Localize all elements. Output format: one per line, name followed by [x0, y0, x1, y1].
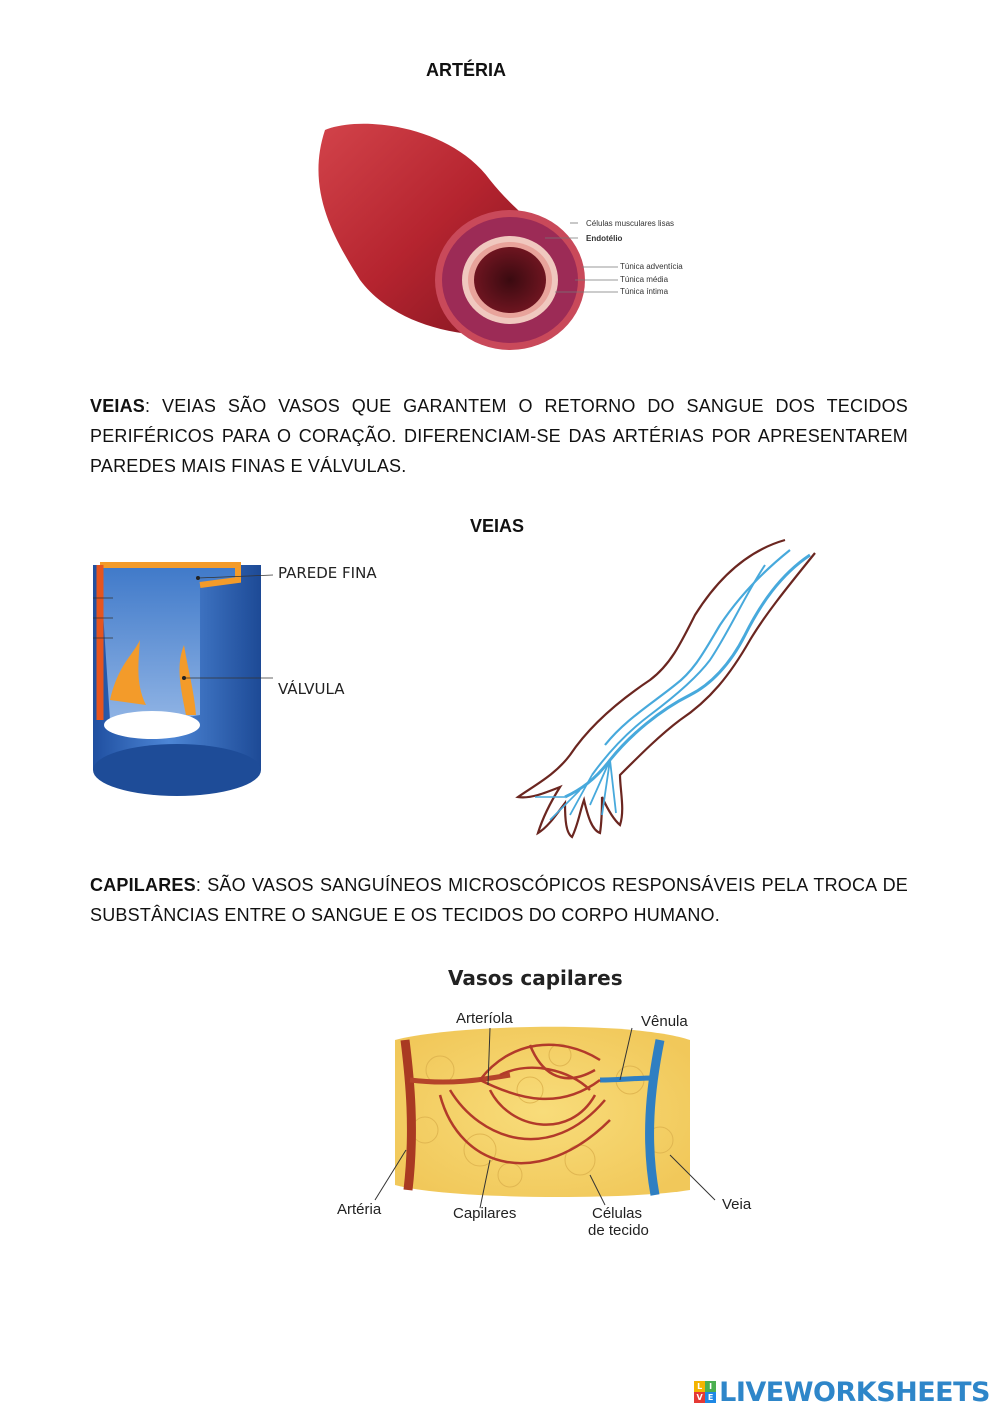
arm-veins-illustration [510, 535, 830, 840]
capillaries-definition: : SÃO VASOS SANGUÍNEOS MICROSCÓPICOS RESPONSÁVEIS PELA TROCA DE SUBSTÂNCIAS ENTRE O SANGUE E OS TECIDOS DO CORPO HUMANO. [90, 875, 908, 925]
label-valve: VÁLVULA [278, 680, 345, 698]
label-tunica-intima: Túnica íntima [620, 287, 669, 296]
veins-paragraph [90, 391, 908, 481]
label-vein: Veia [722, 1196, 752, 1213]
capillaries-illustration [330, 1000, 790, 1250]
liveworksheets-logo[interactable] [694, 1377, 990, 1407]
capillaries-paragraph [90, 870, 908, 930]
capillaries-figure-title: Vasos capilares [448, 966, 623, 990]
label-artery: Artéria [337, 1201, 382, 1218]
artery-illustration [300, 120, 720, 355]
label-tissue-cells-line1: Células [592, 1205, 643, 1222]
label-venule: Vênula [641, 1013, 688, 1030]
capillaries-term: CAPILARES [90, 875, 196, 895]
vein-cutaway-illustration [88, 545, 278, 800]
label-endothelium: Endotélio [586, 234, 623, 243]
veins-term: VEIAS [90, 396, 146, 416]
artery-heading: ARTÉRIA [426, 60, 506, 80]
liveworksheets-mark-icon: L I V E [694, 1381, 716, 1403]
veins-definition: : VEIAS SÃO VASOS QUE GARANTEM O RETORNO DO SANGUE DOS TECIDOS PERIFÉRICOS PARA O CORAÇÃO. DIFERENCIAM-SE DAS ARTÉRIAS POR APRESENTAREM PAREDES MAIS FINAS E VÁLVULAS. [90, 396, 908, 476]
label-tissue-cells-line2: de tecido [588, 1222, 649, 1239]
liveworksheets-brand-text: LIVEWORKSHEETS [719, 1376, 990, 1408]
label-capillaries: Capilares [453, 1205, 517, 1222]
label-tunica-media: Túnica média [620, 275, 669, 284]
label-thin-wall: PAREDE FINA [278, 564, 377, 582]
label-tunica-adventicia: Túnica adventícia [620, 262, 683, 271]
label-smooth-muscle: Células musculares lisas [586, 219, 675, 228]
label-arteriole: Arteríola [456, 1010, 513, 1027]
veins-heading: VEIAS [469, 516, 525, 536]
